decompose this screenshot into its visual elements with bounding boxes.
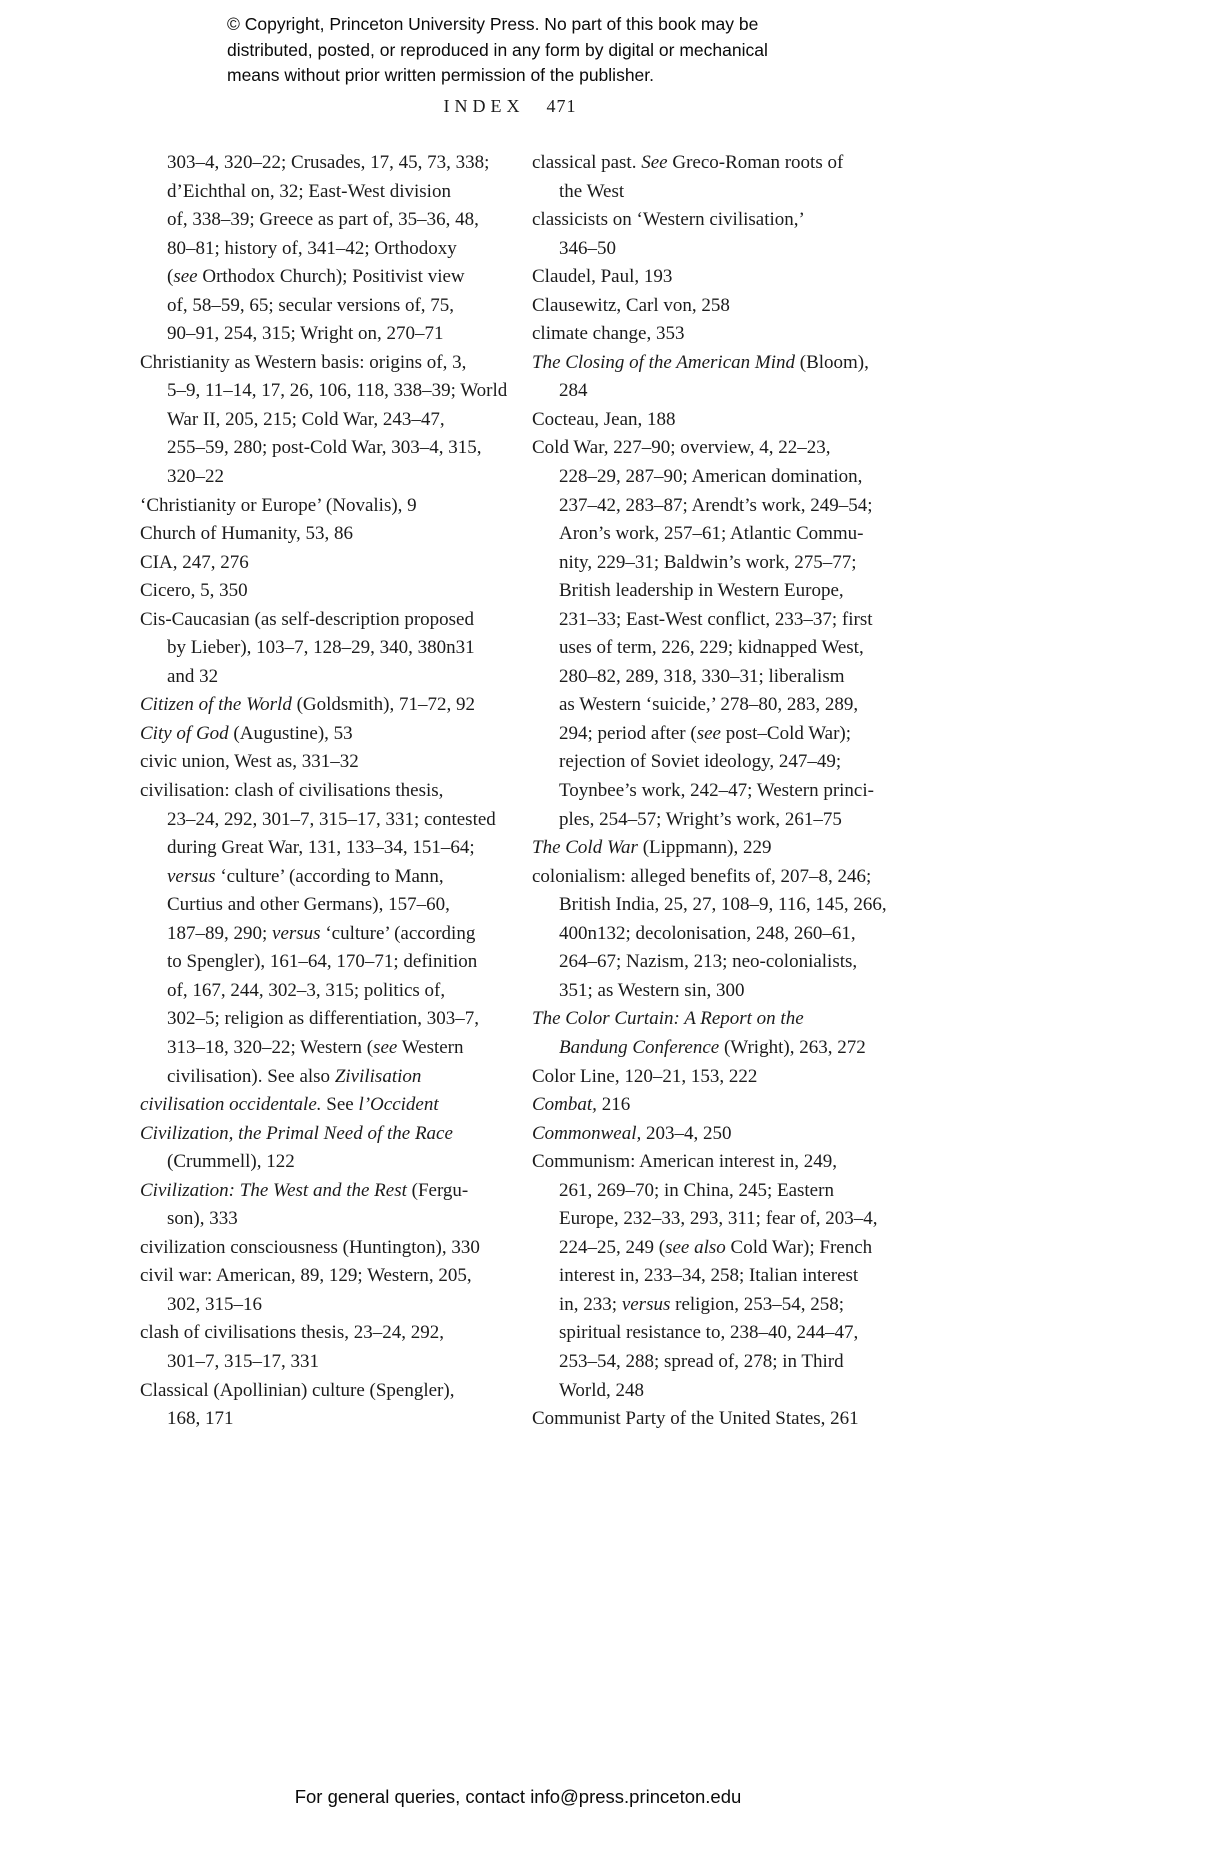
index-line: The Cold War (Lippmann), 229 — [532, 837, 772, 859]
index-line: civilization consciousness (Huntington), 330 — [140, 1236, 480, 1258]
index-line: classical past. See Greco-Roman roots of — [532, 152, 844, 173]
index-line: 80–81; history of, 341–42; Orthodoxy — [167, 237, 457, 259]
index-line: ‘Christianity or Europe’ (Novalis), 9 — [140, 494, 417, 516]
index-line: climate change, 353 — [532, 323, 685, 345]
index-line: 90–91, 254, 315; Wright on, 270–71 — [167, 323, 444, 345]
index-line: of, 58–59, 65; secular versions of, 75, — [167, 294, 455, 316]
index-line: as Western ‘suicide,’ 278–80, 283, 289, — [559, 694, 859, 716]
index-column-right — [532, 149, 917, 1434]
index-line: 253–54, 288; spread of, 278; in Third — [559, 1350, 844, 1372]
index-line: 313–18, 320–22; Western (see Western — [167, 1036, 464, 1058]
index-line: The Color Curtain: A Report on the — [532, 1008, 804, 1030]
copyright-line: © Copyright, Princeton University Press. No part of this book may be — [227, 14, 759, 34]
index-line: 261, 269–70; in China, 245; Eastern — [559, 1179, 834, 1201]
index-line: versus ‘culture’ (according to Mann, — [167, 865, 444, 887]
index-column-left — [140, 149, 525, 1434]
index-line: War II, 205, 215; Cold War, 243–47, — [167, 408, 445, 430]
index-line: (see Orthodox Church); Positivist view — [167, 266, 465, 288]
index-line: d’Eichthal on, 32; East-West division — [167, 180, 451, 202]
index-line: 303–4, 320–22; Crusades, 17, 45, 73, 338; — [167, 152, 490, 173]
index-line: The Closing of the American Mind (Bloom), — [532, 351, 869, 373]
index-line: Bandung Conference (Wright), 263, 272 — [559, 1036, 866, 1058]
footer-contact: For general queries, contact info@press.princeton.edu — [294, 1786, 742, 1807]
index-line: Aron’s work, 257–61; Atlantic Commu- — [559, 523, 864, 545]
index-line: Cold War, 227–90; overview, 4, 22–23, — [532, 437, 831, 459]
index-line: ples, 254–57; Wright’s work, 261–75 — [559, 808, 842, 830]
index-line: Communist Party of the United States, 261 — [532, 1408, 859, 1430]
index-line: civilisation: clash of civilisations thesis, — [140, 780, 444, 802]
index-line: Claudel, Paul, 193 — [532, 266, 673, 288]
index-line: 231–33; East-West conflict, 233–37; first — [559, 608, 873, 630]
index-line: civilisation). See also Zivilisation — [167, 1065, 422, 1087]
index-line: 187–89, 290; versus ‘culture’ (according — [167, 922, 476, 944]
index-line: British India, 25, 27, 108–9, 116, 145, 266, — [559, 894, 887, 916]
index-line: by Lieber), 103–7, 128–29, 340, 380n31 — [167, 637, 475, 659]
index-line: 346–50 — [559, 237, 616, 259]
index-line: of, 167, 244, 302–3, 315; politics of, — [167, 979, 446, 1001]
index-line: and 32 — [167, 665, 219, 687]
index-line: 301–7, 315–17, 331 — [167, 1350, 319, 1372]
index-line: Toynbee’s work, 242–47; Western princi- — [559, 780, 874, 802]
index-line: City of God (Augustine), 53 — [140, 722, 353, 744]
index-line: 5–9, 11–14, 17, 26, 106, 118, 338–39; World — [167, 380, 508, 402]
index-line: 320–22 — [167, 466, 224, 488]
index-line: 302–5; religion as differentiation, 303–7, — [167, 1008, 480, 1030]
index-line: Cicero, 5, 350 — [140, 580, 248, 602]
index-line: 255–59, 280; post-Cold War, 303–4, 315, — [167, 437, 482, 459]
index-line: CIA, 247, 276 — [140, 551, 249, 573]
index-line: 23–24, 292, 301–7, 315–17, 331; contested — [167, 808, 496, 830]
index-line: of, 338–39; Greece as part of, 35–36, 48, — [167, 209, 479, 231]
index-line: rejection of Soviet ideology, 247–49; — [559, 751, 842, 773]
index-line: in, 233; versus religion, 253–54, 258; — [559, 1293, 845, 1315]
index-line: British leadership in Western Europe, — [559, 580, 844, 602]
index-line: 400n132; decolonisation, 248, 260–61, — [559, 922, 856, 944]
index-line: civilisation occidentale. See l’Occident — [140, 1094, 439, 1116]
index-line: son), 333 — [167, 1208, 238, 1230]
index-line: civil war: American, 89, 129; Western, 205, — [140, 1265, 472, 1287]
index-line: Communism: American interest in, 249, — [532, 1151, 838, 1173]
index-line: colonialism: alleged benefits of, 207–8, 246; — [532, 865, 872, 887]
copyright-notice — [227, 12, 768, 89]
index-line: 351; as Western sin, 300 — [559, 979, 745, 1001]
index-title: INDEX — [443, 96, 525, 116]
index-line: World, 248 — [559, 1379, 645, 1401]
index-line: to Spengler), 161–64, 170–71; definition — [167, 951, 478, 973]
index-line: spiritual resistance to, 238–40, 244–47, — [559, 1322, 859, 1344]
index-line: 228–29, 287–90; American domination, — [559, 466, 863, 488]
index-line: Europe, 232–33, 293, 311; fear of, 203–4, — [559, 1208, 878, 1230]
index-line: 284 — [559, 380, 588, 402]
index-line: (Crummell), 122 — [167, 1151, 295, 1173]
index-line: interest in, 233–34, 258; Italian interest — [559, 1265, 859, 1287]
index-line: Color Line, 120–21, 153, 222 — [532, 1065, 758, 1087]
index-line: Civilization: The West and the Rest (Fergu- — [140, 1179, 469, 1201]
index-line: uses of term, 226, 229; kidnapped West, — [559, 637, 864, 659]
index-line: 168, 171 — [167, 1408, 234, 1430]
index-line: Cocteau, Jean, 188 — [532, 408, 676, 430]
index-line: Clausewitz, Carl von, 258 — [532, 294, 730, 316]
index-line: 237–42, 283–87; Arendt’s work, 249–54; — [559, 494, 873, 516]
running-head — [140, 96, 880, 117]
index-line: Civilization, the Primal Need of the Race — [140, 1122, 453, 1144]
index-line: during Great War, 131, 133–34, 151–64; — [167, 837, 475, 859]
index-line: Church of Humanity, 53, 86 — [140, 523, 354, 545]
copyright-line: distributed, posted, or reproduced in any form by digital or mechanical — [227, 39, 768, 60]
index-line: Christianity as Western basis: origins of, 3, — [140, 351, 467, 373]
index-line: clash of civilisations thesis, 23–24, 292, — [140, 1322, 444, 1344]
index-line: Curtius and other Germans), 157–60, — [167, 894, 450, 916]
index-line: Citizen of the World (Goldsmith), 71–72, 92 — [140, 694, 475, 716]
index-line: 280–82, 289, 318, 330–31; liberalism — [559, 665, 845, 687]
page-number: 471 — [546, 96, 577, 116]
index-line: 224–25, 249 (see also Cold War); French — [559, 1236, 873, 1258]
index-line: 294; period after (see post–Cold War); — [559, 722, 852, 744]
index-line: 264–67; Nazism, 213; neo-colonialists, — [559, 951, 858, 973]
index-line: Classical (Apollinian) culture (Spengler), — [140, 1379, 455, 1401]
index-line: 302, 315–16 — [167, 1293, 262, 1315]
index-line: nity, 229–31; Baldwin’s work, 275–77; — [559, 551, 857, 573]
index-line: Cis-Caucasian (as self-description proposed — [140, 608, 474, 630]
index-line: Combat, 216 — [532, 1094, 631, 1116]
copyright-line: means without prior written permission of the publisher. — [227, 65, 655, 85]
index-line: Commonweal, 203–4, 250 — [532, 1122, 732, 1144]
index-line: the West — [559, 180, 625, 202]
index-line: civic union, West as, 331–32 — [140, 751, 359, 773]
index-line: classicists on ‘Western civilisation,’ — [532, 209, 805, 231]
